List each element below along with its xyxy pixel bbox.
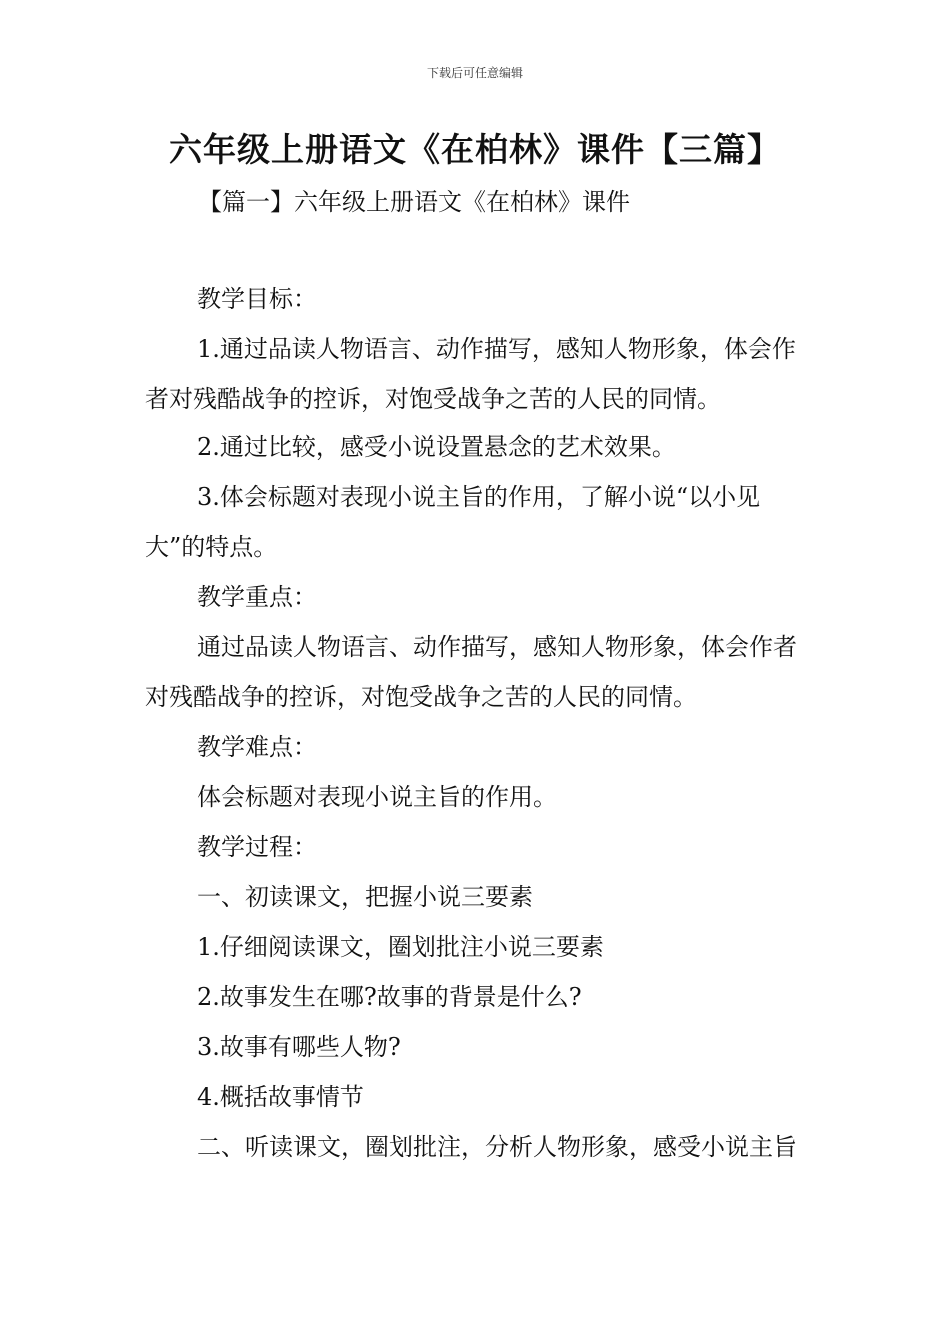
paragraph: 1.通过品读人物语言、动作描写，感知人物形象，体会作者对残酷战争的控诉，对饱受战争之苦的人民的同情。 [145,335,796,413]
document-title: 六年级上册语文《在柏林》课件【三篇】 [169,130,781,169]
paragraph: 教学过程： [197,833,317,861]
paragraph: 2.故事发生在哪?故事的背景是什么? [197,983,582,1011]
paragraph: 通过品读人物语言、动作描写，感知人物形象，体会作者对残酷战争的控诉，对饱受战争之苦的人民的同情。 [145,633,797,711]
paragraph: 3.体会标题对表现小说主旨的作用，了解小说“以小见大”的特点。 [145,483,761,561]
paragraph: 3.故事有哪些人物? [197,1033,401,1061]
paragraph: 4.概括故事情节 [197,1083,364,1111]
section-heading: 【篇一】六年级上册语文《在柏林》课件 [198,188,630,216]
paragraph: 一、初读课文，把握小说三要素 [197,883,533,911]
paragraph: 2.通过比较，感受小说设置悬念的艺术效果。 [197,433,676,461]
paragraph: 1.仔细阅读课文，圈划批注小说三要素 [197,933,604,961]
paragraph: 教学难点： [197,733,317,761]
paragraph: 二、听读课文，圈划批注，分析人物形象，感受小说主旨 [197,1133,797,1161]
header-note: 下载后可任意编辑 [426,66,523,80]
paragraph: 教学目标： [197,285,317,313]
paragraph: 教学重点： [197,583,317,611]
paragraph: 体会标题对表现小说主旨的作用。 [197,783,557,811]
